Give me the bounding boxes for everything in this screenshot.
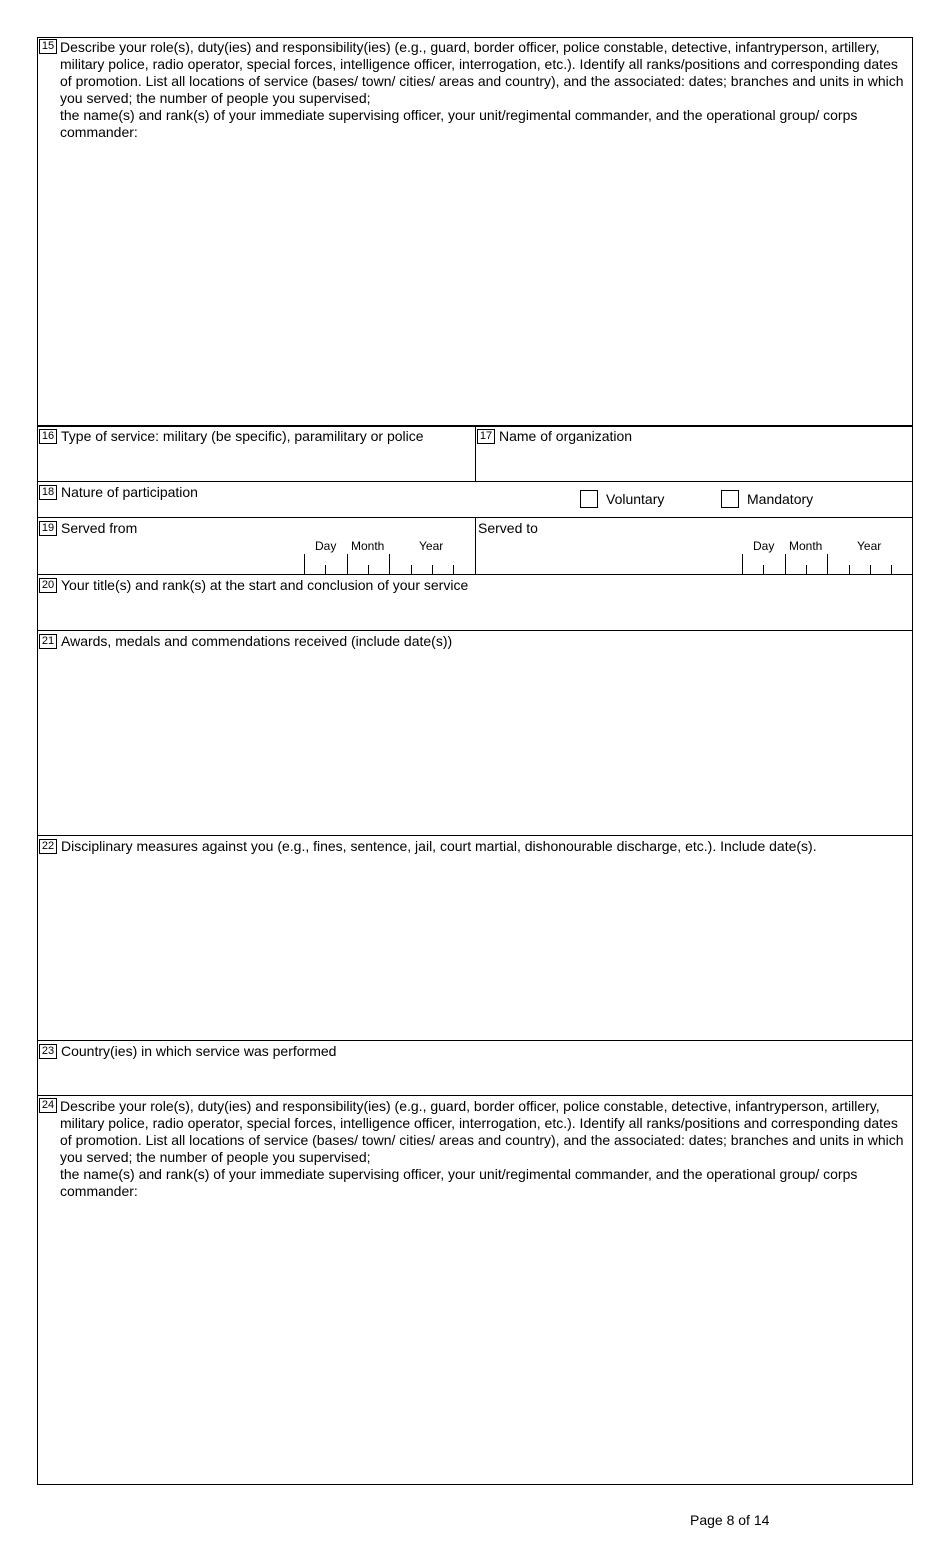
mandatory-label: Mandatory [747,491,814,507]
from-year-t3 [453,565,454,574]
q15-answer-area[interactable] [40,145,910,423]
row-19-divider [475,517,476,574]
q15-text: Describe your role(s), duty(ies) and responsibility(ies) (e.g., guard, border officer, police constable, detective, infantryperson, artillery, military police, radio operator, special forces, intelligence officer, interrogation, etc.). Identify all ranks/positions and corresponding dates of promotion. List all locations of service (bases/ town/ cities/ areas and country), and the associated: dates; branches and units in which you served; the number of people you supervised; [60,39,904,106]
served-to-date-input[interactable] [741,554,911,574]
row-23-bottom [37,1095,913,1096]
to-year-t2 [870,565,871,574]
row-20-bottom [37,630,913,631]
to-day-header: Day [753,539,775,553]
q24-text: Describe your role(s), duty(ies) and responsibility(ies) (e.g., guard, border officer, police constable, detective, infantryperson, artillery, military police, radio operator, special forces, intelligence officer, interrogation, etc.). Identify all ranks/positions and corresponding dates of promotion. List all locations of service (bases/ town/ cities/ areas and country), and the associated: dates; branches and units in which you served; the number of people you supervised; [60,1098,904,1165]
to-year-t1 [849,565,850,574]
from-year-header: Year [419,539,444,553]
q15-text-2: the name(s) and rank(s) of your immediate supervising officer, your unit/regimental commander, and the operational group/ corps commander: [60,107,858,140]
mandatory-checkbox[interactable] [721,490,739,508]
q17-input[interactable] [478,448,910,480]
q24-description [60,1098,910,1200]
from-day-sep-left [304,554,305,574]
q16-label: 16 Type of service: military (be specific), paramilitary or police [39,428,424,445]
served-to-label: Served to [478,520,538,536]
q24-number: 24 [39,1097,61,1113]
q24-answer-area[interactable] [40,1205,910,1481]
to-day-sep-left [742,554,743,574]
to-year-sep-left [827,554,828,574]
from-day-header: Day [315,539,337,553]
q17-label: 17 Name of organization [477,428,632,445]
q23-label: 23 Country(ies) in which service was performed [39,1043,336,1060]
q16-input[interactable] [40,448,472,480]
from-year-t2 [432,565,433,574]
q20-input[interactable] [40,597,910,629]
to-month-header: Month [789,539,823,553]
to-month-mid [806,565,807,574]
to-year-header: Year [857,539,882,553]
from-year-sep-left [389,554,390,574]
q18-label: 18 Nature of participation [39,484,198,501]
q24-text-2: the name(s) and rank(s) of your immediate supervising officer, your unit/regimental commander, and the operational group/ corps commander: [60,1166,858,1199]
q22-input[interactable] [40,858,910,1038]
row-16-bottom [37,481,913,482]
to-year-t3 [891,565,892,574]
from-month-mid [368,565,369,574]
to-day-mid [763,565,764,574]
q20-label: 20 Your title(s) and rank(s) at the start and conclusion of your service [39,577,468,594]
q15-description [60,39,910,141]
voluntary-label: Voluntary [606,491,665,507]
q23-input[interactable] [40,1063,910,1093]
from-month-header: Month [351,539,385,553]
row-22-bottom [37,1040,913,1041]
from-year-t1 [411,565,412,574]
from-month-sep-left [347,554,348,574]
from-day-mid [325,565,326,574]
q21-label: 21 Awards, medals and commendations received (include date(s)) [39,633,452,650]
row-16-17-divider [475,426,476,482]
row-21-bottom [37,835,913,836]
served-from-date-input[interactable] [303,554,473,574]
q19-label: 19 Served from [39,520,137,537]
q15-number: 15 [39,38,61,54]
voluntary-checkbox[interactable] [580,490,598,508]
row-19-bottom [37,574,913,575]
to-month-sep-left [785,554,786,574]
page-number: Page 8 of 14 [690,1512,770,1528]
q21-input[interactable] [40,653,910,833]
q22-label: 22 Disciplinary measures against you (e.g., fines, sentence, jail, court martial, dishonourable discharge, etc.). Include date(s). [39,838,817,855]
